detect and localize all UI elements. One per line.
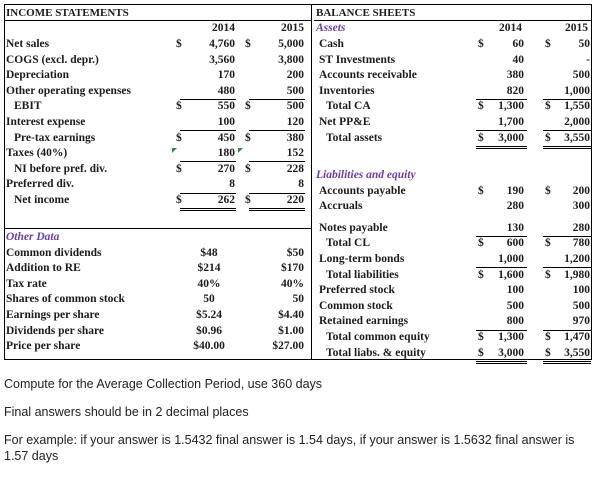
double-underline-rule — [543, 363, 591, 364]
asset-value-2015: - — [586, 53, 590, 66]
income-currency: $ — [245, 100, 251, 113]
liability-currency: $ — [478, 237, 484, 250]
income-value-2015: 380 — [286, 131, 304, 144]
income-currency: $ — [176, 38, 182, 50]
income-currency: $ — [176, 100, 182, 113]
section-divider — [311, 4, 312, 230]
asset-value-2014: 1,300 — [498, 100, 524, 113]
income-value-2014: 4,760 — [209, 38, 235, 50]
income-value-2015: 500 — [286, 100, 304, 113]
liability-currency: $ — [478, 268, 484, 281]
income-value-2014: 180 — [217, 147, 235, 160]
liability-value-2014: 190 — [506, 184, 524, 197]
liability-value-2015: 200 — [572, 184, 590, 197]
asset-currency: $ — [478, 100, 484, 113]
liability-value-2015: 3,550 — [564, 346, 590, 359]
liability-value-2014: 1,300 — [498, 331, 524, 343]
asset-row-label: Total assets — [326, 131, 383, 144]
asset-currency: $ — [545, 100, 551, 113]
other-value-2015: $170 — [281, 262, 304, 275]
liability-value-2014: 100 — [506, 284, 524, 297]
other-row-label: Tax rate — [6, 277, 47, 290]
liability-row-label: Notes payable — [319, 221, 388, 234]
instruction-line-3: For example: if your answer is 1.5432 final answer is 1.54 days, if your answer is 1.5632 final answer is 1.57 days — [4, 433, 575, 463]
liability-row-label: Accruals — [319, 200, 363, 213]
income-row-label: Net income — [14, 194, 70, 206]
income-row-label: NI before pref. div. — [14, 162, 108, 175]
other-row-label: Earnings per share — [6, 309, 100, 321]
liability-value-2015: 1,200 — [564, 253, 590, 265]
asset-value-2014: 60 — [512, 38, 524, 50]
other-data-divider — [4, 228, 311, 229]
income-row-label: EBIT — [14, 100, 42, 113]
liability-value-2014: 130 — [506, 221, 524, 234]
other-value-2015: $27.00 — [272, 340, 304, 353]
income-value-2015: 200 — [286, 69, 304, 82]
double-underline-rule — [476, 146, 527, 147]
income-row-label: Pre-tax earnings — [14, 131, 96, 144]
liability-currency: $ — [545, 237, 551, 250]
sheet-border-bottom — [4, 359, 592, 360]
liability-value-2015: 280 — [572, 221, 590, 234]
balance-year-2014: 2014 — [499, 22, 522, 34]
liability-value-2014: 280 — [506, 200, 524, 213]
asset-value-2015: 2,000 — [564, 116, 590, 128]
double-underline-rule — [476, 148, 527, 149]
asset-value-2014: 380 — [506, 69, 524, 82]
double-underline-rule — [249, 208, 305, 209]
income-year-2015: 2015 — [281, 22, 304, 34]
income-value-2014: 170 — [217, 69, 235, 82]
asset-currency: $ — [545, 38, 551, 50]
balance-title-rule — [314, 20, 592, 21]
balance-title: BALANCE SHEETS — [316, 7, 416, 19]
double-underline-rule — [476, 361, 527, 362]
income-value-2015: 500 — [286, 84, 304, 97]
other-row-label: Price per share — [6, 340, 81, 353]
liability-value-2015: 300 — [572, 200, 590, 213]
other-value-2015: 40% — [281, 277, 304, 290]
liability-row-label: Common stock — [319, 299, 393, 312]
balance-year-2015: 2015 — [565, 22, 588, 34]
other-value-2014: 50 — [203, 293, 215, 306]
income-value-2014: 100 — [217, 116, 235, 128]
income-value-2014: 262 — [217, 194, 235, 206]
comment-marker-icon — [238, 148, 243, 153]
liability-row-label: Total liabs. & equity — [326, 346, 426, 359]
other-row-label: Dividends per share — [6, 324, 104, 337]
liability-value-2014: 500 — [506, 299, 524, 312]
asset-currency: $ — [478, 38, 484, 50]
income-row-label: Taxes (40%) — [6, 147, 68, 160]
income-row-label: Other operating expenses — [6, 84, 132, 97]
income-value-2014: 480 — [217, 84, 235, 97]
asset-currency: $ — [545, 131, 551, 144]
income-value-2015: 8 — [298, 178, 304, 191]
other-value-2014: $5.24 — [196, 309, 222, 321]
liability-value-2015: 100 — [572, 284, 590, 297]
asset-value-2015: 3,550 — [564, 131, 590, 144]
income-year-2014: 2014 — [212, 22, 235, 34]
asset-value-2015: 1,550 — [564, 100, 590, 113]
assets-heading: Assets — [316, 22, 346, 34]
asset-value-2015: 50 — [578, 38, 590, 50]
income-currency: $ — [245, 131, 251, 144]
liability-value-2014: 3,000 — [498, 346, 524, 359]
asset-currency: $ — [478, 131, 484, 144]
liability-row-label: Total common equity — [326, 331, 430, 343]
income-value-2014: 450 — [217, 131, 235, 144]
instruction-line-2: Final answers should be in 2 decimal places — [4, 405, 249, 419]
liabilities-heading: Liabilities and equity — [316, 169, 416, 181]
section-divider — [311, 230, 312, 360]
asset-row-label: Inventories — [319, 84, 375, 97]
other-value-2015: $50 — [286, 246, 304, 259]
sheet-border-top — [4, 4, 592, 5]
liability-value-2014: 1,000 — [498, 253, 524, 265]
liability-row-label: Accounts payable — [319, 184, 406, 197]
double-underline-rule — [180, 208, 236, 209]
liability-value-2015: 780 — [572, 237, 590, 250]
sheet-border-right — [591, 4, 592, 360]
liability-value-2014: 800 — [506, 315, 524, 328]
question-notes — [4, 376, 594, 476]
income-row-label: Preferred div. — [6, 178, 74, 191]
asset-value-2015: 1,000 — [564, 84, 590, 97]
liability-value-2014: 600 — [506, 237, 524, 250]
income-row-label: Depreciation — [6, 69, 70, 82]
income-value-2014: 3,560 — [209, 53, 235, 66]
income-currency: $ — [176, 131, 182, 144]
liability-value-2015: 500 — [572, 299, 590, 312]
other-value-2014: $214 — [197, 262, 221, 275]
double-underline-rule — [543, 148, 591, 149]
other-value-2014: $0.96 — [196, 324, 222, 337]
other-value-2015: $1.00 — [278, 324, 304, 337]
other-row-label: Addition to RE — [6, 262, 81, 275]
double-underline-rule — [476, 363, 527, 364]
asset-row-label: ST Investments — [319, 53, 396, 66]
asset-row-label: Cash — [319, 38, 344, 50]
liability-currency: $ — [478, 346, 484, 359]
income-currency: $ — [176, 162, 182, 175]
income-value-2015: 5,000 — [278, 38, 304, 50]
asset-value-2015: 500 — [572, 69, 590, 82]
liability-row-label: Total liabilities — [326, 268, 399, 281]
liability-value-2015: 1,470 — [564, 331, 590, 343]
income-currency: $ — [176, 194, 182, 206]
other-value-2015: 50 — [292, 293, 304, 306]
liability-value-2015: 970 — [572, 315, 590, 328]
income-row-label: Interest expense — [6, 116, 86, 128]
income-title-rule — [4, 20, 311, 21]
double-underline-rule — [180, 210, 236, 211]
income-value-2015: 228 — [286, 162, 304, 175]
comment-marker-icon — [172, 148, 177, 153]
income-currency: $ — [245, 162, 251, 175]
liability-currency: $ — [545, 268, 551, 281]
income-value-2014: 550 — [217, 100, 235, 113]
liability-currency: $ — [478, 184, 484, 197]
sheet-border-left — [4, 4, 5, 360]
income-value-2015: 3,800 — [278, 53, 304, 66]
liability-currency: $ — [545, 346, 551, 359]
asset-row-label: Total CA — [326, 100, 371, 113]
income-value-2015: 120 — [286, 116, 304, 128]
income-row-label: Net sales — [6, 38, 50, 50]
income-value-2015: 220 — [286, 194, 304, 206]
asset-value-2014: 820 — [506, 84, 524, 97]
income-title: INCOME STATEMENTS — [6, 7, 129, 19]
liability-currency: $ — [478, 331, 484, 343]
asset-row-label: Accounts receivable — [319, 69, 417, 82]
income-currency: $ — [245, 38, 251, 50]
income-value-2014: 8 — [229, 178, 235, 191]
asset-value-2014: 3,000 — [498, 131, 524, 144]
income-value-2014: 270 — [217, 162, 235, 175]
other-value-2014: $40.00 — [193, 340, 225, 353]
liability-row-label: Long-term bonds — [319, 253, 405, 265]
asset-value-2014: 1,700 — [498, 116, 524, 128]
liability-currency: $ — [545, 184, 551, 197]
instruction-line-1: Compute for the Average Collection Period, use 360 days — [4, 377, 323, 391]
other-data-title: Other Data — [6, 231, 60, 243]
other-value-2014: $48 — [200, 246, 218, 259]
other-value-2014: 40% — [197, 277, 221, 290]
liability-value-2014: 1,600 — [498, 268, 524, 281]
other-row-label: Shares of common stock — [6, 293, 125, 306]
other-row-label: Common dividends — [6, 246, 102, 259]
liability-currency: $ — [545, 331, 551, 343]
liability-value-2015: 1,980 — [564, 268, 590, 281]
liability-row-label: Preferred stock — [319, 284, 395, 297]
liability-row-label: Total CL — [326, 237, 370, 250]
double-underline-rule — [543, 146, 591, 147]
income-row-label: COGS (excl. depr.) — [6, 53, 99, 66]
asset-value-2014: 40 — [512, 53, 524, 66]
other-value-2015: $4.40 — [278, 309, 304, 321]
income-currency: $ — [245, 194, 251, 206]
income-value-2015: 152 — [286, 147, 304, 160]
financial-statements-sheet — [4, 4, 592, 360]
liability-row-label: Retained earnings — [319, 315, 409, 328]
double-underline-rule — [249, 210, 305, 211]
double-underline-rule — [543, 361, 591, 362]
asset-row-label: Net PP&E — [319, 116, 371, 128]
